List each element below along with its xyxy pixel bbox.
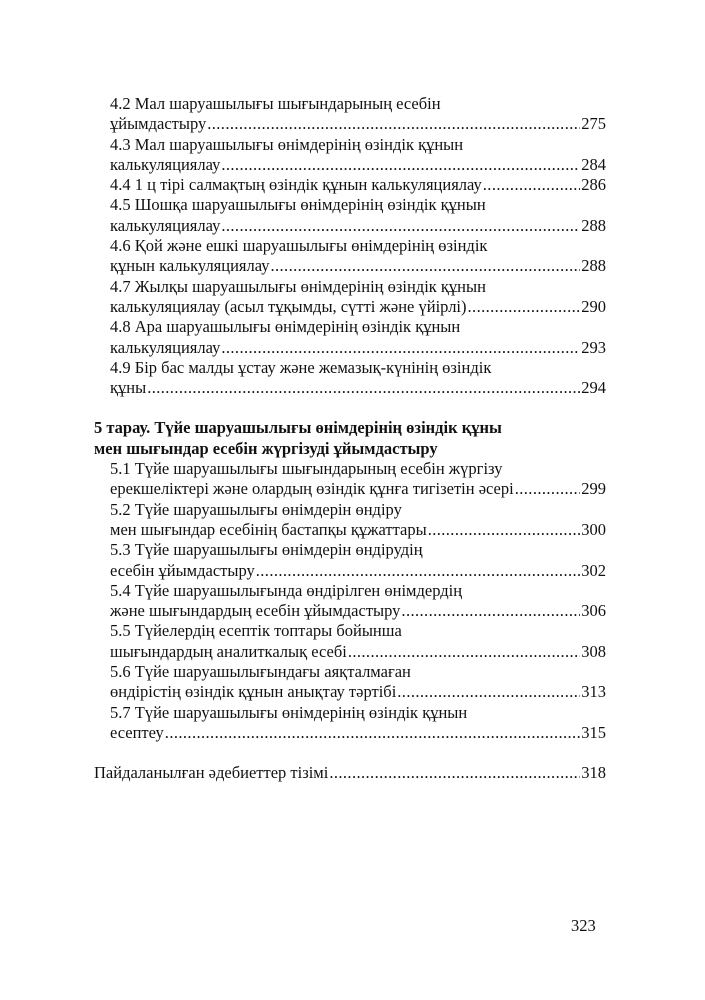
toc-entry [94, 459, 606, 500]
toc-entry-text: 5.2 Түйе шаруашылығы өнімдерін өндіру [110, 499, 402, 519]
leader-dots [468, 297, 581, 317]
toc-entry-text: шығындардың аналиткалық есебі [110, 641, 347, 661]
toc-entry-text: мен шығындар есебінің бастапқы құжаттары [110, 519, 427, 539]
toc-entry-line [110, 378, 606, 398]
toc-entry-text: 5.3 Түйе шаруашылығы өнімдерін өндірудің [110, 540, 423, 560]
leader-dots [221, 216, 580, 236]
toc-entry-text: есептеу [110, 722, 164, 742]
toc-entry-text: 5.6 Түйе шаруашылығындағы аяқталмаған [110, 662, 411, 682]
toc-page-number: 290 [581, 296, 606, 316]
toc-entry-line [110, 601, 606, 621]
toc-entry-text: 4.2 Мал шаруашылығы шығындарының есебін [110, 94, 441, 113]
toc-entry [94, 175, 606, 195]
toc-entry-text: 4.8 Ара шаруашылығы өнімдерінің өзіндік құнын [110, 317, 461, 337]
toc-entry-text: құны [110, 378, 147, 398]
toc-entry-line [110, 297, 606, 317]
toc-entry-line [110, 155, 606, 175]
toc-entry-line [110, 256, 606, 276]
toc-page-number: 308 [581, 641, 606, 661]
toc-entry-text: 4.4 1 ц тірі салмақтың өзіндік құнын калькуляциялау [110, 175, 482, 195]
table-of-contents [94, 94, 606, 784]
toc-entry [94, 277, 606, 318]
toc-page-number: 288 [581, 256, 606, 276]
leader-dots [221, 338, 580, 358]
toc-entry-text: өндірістің өзіндік құнын анықтау тәртібі [110, 682, 397, 702]
toc-entry [94, 540, 606, 581]
toc-entry-text: 5.1 Түйе шаруашылығы шығындарының есебін жүргізу [110, 459, 503, 479]
chapter-5-title-line-1: 5 тарау. Түйе шаруашылығы өнімдерінің өзіндік құны [94, 418, 502, 438]
toc-entry-text: 4.7 Жылқы шаруашылығы өнімдерінің өзіндік құнын [110, 276, 486, 296]
toc-entry [94, 581, 606, 622]
toc-entry [94, 195, 606, 236]
leader-dots [207, 114, 580, 134]
toc-page-number: 315 [581, 722, 606, 742]
toc-page-number: 313 [581, 682, 606, 702]
toc-entry-line [110, 642, 606, 662]
toc-entry-text: 5.5 Түйелердің есептік топтары бойынша [110, 621, 402, 641]
toc-page-number: 288 [581, 215, 606, 235]
toc-entry-line [94, 763, 606, 783]
toc-entry-line [110, 520, 606, 540]
toc-page-number: 302 [581, 560, 606, 580]
leader-dots [401, 601, 580, 621]
section-5-entries [94, 459, 606, 743]
toc-entry-text: құнын калькуляциялау [110, 256, 270, 276]
toc-entry-text: 4.5 Шошқа шаруашылығы өнімдерінің өзіндік құнын [110, 195, 486, 215]
toc-entry-bibliography [94, 763, 606, 783]
toc-entry [94, 135, 606, 176]
section-4-entries [94, 94, 606, 398]
toc-entry-line [110, 479, 606, 499]
toc-page-number: 306 [581, 601, 606, 621]
toc-entry-line [110, 216, 606, 236]
toc-entry-text: Пайдаланылған әдебиеттер тізімі [94, 763, 329, 783]
chapter-5-title-line-2: мен шығындар есебін жүргізуді ұйымдастыру [94, 438, 438, 458]
toc-entry [94, 621, 606, 662]
toc-entry-line [110, 338, 606, 358]
toc-page-number: 318 [581, 763, 606, 783]
toc-entry-text: ерекшеліктері және олардың өзіндік құнға тигізетін әсері [110, 479, 514, 499]
leader-dots [428, 520, 581, 540]
toc-page-number: 275 [581, 114, 606, 134]
leader-dots [256, 561, 581, 581]
leader-dots [165, 723, 580, 743]
toc-entry [94, 703, 606, 744]
leader-dots [515, 479, 581, 499]
leader-dots [348, 642, 580, 662]
toc-entry-text: есебін ұйымдастыру [110, 560, 255, 580]
page-number: 323 [571, 916, 596, 935]
toc-page-number: 294 [581, 378, 606, 398]
leader-dots [221, 155, 580, 175]
toc-entry [94, 662, 606, 703]
toc-entry-text: 5.7 Түйе шаруашылығы өнімдерінің өзіндік құнын [110, 702, 468, 722]
toc-entry-line [110, 561, 606, 581]
toc-entry-line [110, 175, 606, 195]
leader-dots [270, 256, 580, 276]
toc-entry-line [110, 114, 606, 134]
toc-entry-text: калькуляциялау (асыл тұқымды, сүтті және үйірлі) [110, 296, 467, 316]
toc-entry-text: калькуляциялау [110, 337, 221, 357]
toc-entry [94, 358, 606, 399]
toc-page-number: 293 [581, 337, 606, 357]
toc-entry-text: 5.4 Түйе шаруашылығында өндірілген өнімдердің [110, 580, 463, 600]
toc-entry [94, 94, 606, 135]
leader-dots [147, 378, 580, 398]
toc-entry-text: ұйымдастыру [110, 114, 207, 134]
toc-entry-text: 4.6 Қой және ешкі шаруашылығы өнімдерінің өзіндік [110, 236, 488, 256]
toc-page-number: 284 [581, 154, 606, 174]
toc-entry-text: 4.3 Мал шаруашылығы өнімдерінің өзіндік құнын [110, 134, 464, 154]
toc-entry [94, 500, 606, 541]
toc-entry-line [110, 682, 606, 702]
toc-page-number: 299 [581, 479, 606, 499]
toc-entry-text: 4.9 Бір бас малды ұстау және жемазық-күнінің өзіндік [110, 357, 492, 377]
toc-entry-text: калькуляциялау [110, 154, 221, 174]
toc-entry-text: калькуляциялау [110, 215, 221, 235]
chapter-5-heading [94, 418, 606, 459]
toc-entry-text: және шығындардың есебін ұйымдастыру [110, 601, 401, 621]
toc-entry [94, 236, 606, 277]
toc-page-number: 286 [581, 175, 606, 195]
toc-entry [94, 317, 606, 358]
toc-page-number: 300 [581, 519, 606, 539]
toc-entry-line [110, 723, 606, 743]
leader-dots [397, 682, 580, 702]
leader-dots [483, 175, 580, 195]
leader-dots [329, 763, 580, 783]
